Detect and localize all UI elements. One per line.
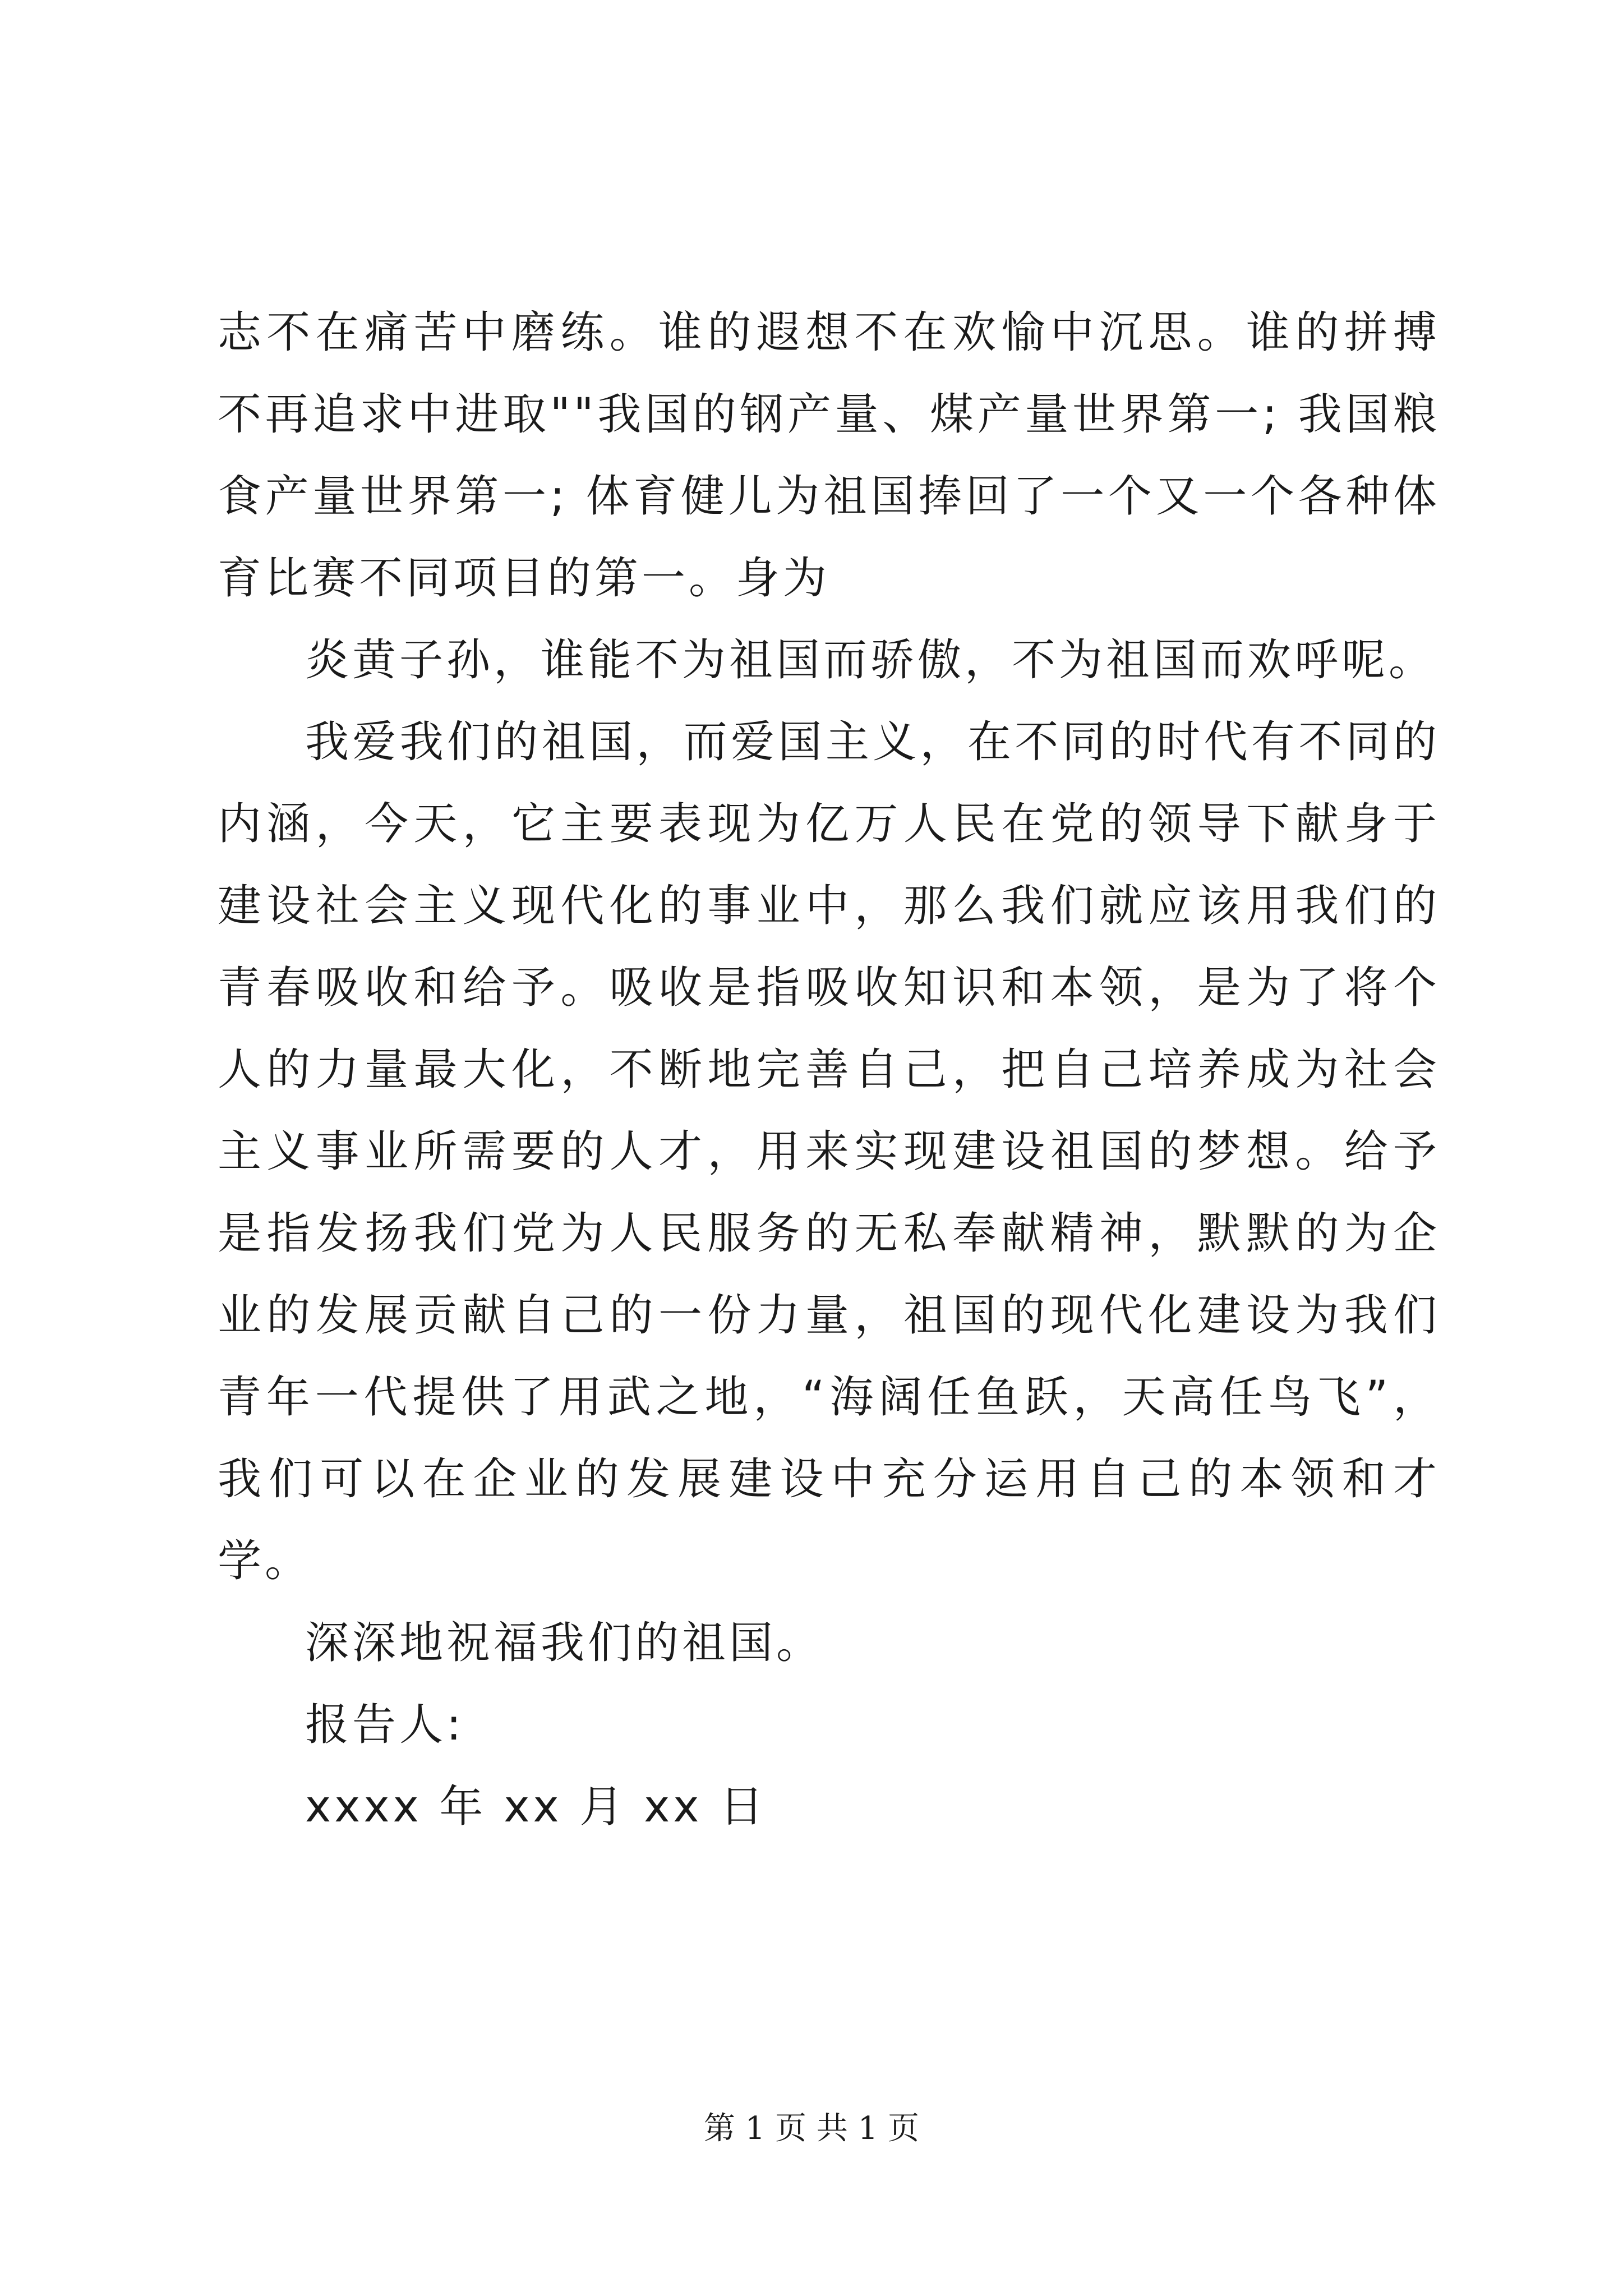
paragraph-blessing: 深深地祝福我们的祖国。 <box>305 1618 824 1668</box>
page-footer: 第 1 页 共 1 页 <box>703 2110 920 2147</box>
reporter-line: 报告人: <box>305 1700 465 1750</box>
paragraph-pride: 炎黄子孙，谁能不为祖国而骄傲，不为祖国而欢呼呢。 <box>305 635 1436 685</box>
document-body <box>218 292 1440 1848</box>
paragraph-patriotism: 我爱我们的祖国，而爱国主义，在不同的时代有不同的内涵，今天，它主要表现为亿万人民在党的领导下献身于建设社会主义现代化的事业中，那么我们就应该用我们的青春吸收和给予。吸收是指吸收知识和本领，是为了将个人的力量最大化，不断地完善自己，把自己培养成为社会主义事业所需要的人才，用来实现建设祖国的梦想。给予是指发扬我们党为人民服务的无私奉献精神，默默的为企业的发展贡献自己的一份力量，祖国的现代化建设为我们青年一代提供了用武之地，“海阔任鱼跃，天高任鸟飞”，我们可以在企业的发展建设中充分运用自己的本领和才学。 <box>218 717 1440 1586</box>
date-line: xxxx 年 xx 月 xx 日 <box>305 1782 767 1832</box>
paragraph-continuation: 志不在痛苦中磨练。谁的遐想不在欢愉中沉思。谁的拼搏不再追求中进取""我国的钢产量、煤产量世界第一; 我国粮食产量世界第一; 体育健儿为祖国捧回了一个又一个各种体育比赛不同项目的第一。身为 <box>218 307 1440 604</box>
